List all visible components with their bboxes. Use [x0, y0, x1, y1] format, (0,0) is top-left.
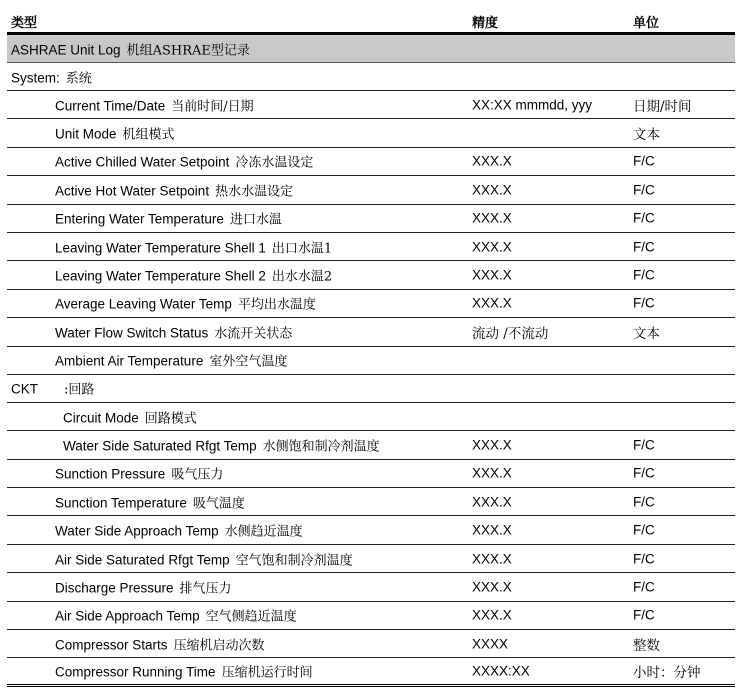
table-row — [7, 460, 735, 488]
row-precision: XXX.X — [472, 153, 512, 169]
row-parameter-zh: 冷冻水温设定 — [235, 155, 314, 171]
row-precision: XX:XX mmmdd, yyy — [472, 97, 593, 113]
row-parameter — [55, 237, 332, 256]
banner-zh: 机组ASHRAE型记录 — [126, 43, 250, 58]
row-unit: F/C — [633, 522, 655, 538]
row-precision: XXX.X — [472, 437, 512, 453]
table-row — [7, 290, 735, 318]
table-row — [7, 261, 735, 289]
row-precision: XXX.X — [472, 551, 512, 567]
system-label — [11, 67, 92, 86]
row-parameter — [55, 577, 232, 596]
row-parameter-en: Active Hot Water Setpoint — [55, 183, 210, 199]
table-row — [7, 488, 735, 516]
row-precision: XXX.X — [472, 579, 512, 595]
row-parameter-zh: 出水水温2 — [271, 269, 333, 285]
row-unit: F/C — [633, 210, 655, 226]
row-parameter-en: Water Flow Switch Status — [55, 325, 209, 341]
row-parameter-en: Current Time/Date — [55, 98, 166, 114]
row-precision: XXX.X — [472, 210, 512, 226]
ckt-zh: :回路 — [64, 382, 95, 398]
row-unit: 整数 — [633, 637, 660, 654]
table-row — [7, 602, 735, 630]
row-parameter — [55, 152, 313, 171]
table-row — [7, 91, 735, 119]
row-parameter-zh: 排气压力 — [179, 581, 232, 597]
header-unit: 单位 — [633, 15, 660, 30]
header-precision: 精度 — [472, 15, 499, 30]
row-unit: F/C — [633, 239, 655, 255]
table-row — [7, 347, 735, 375]
row-precision: XXX.X — [472, 239, 512, 255]
row-parameter-en: Compressor Running Time — [55, 664, 216, 680]
row-unit: F/C — [633, 607, 655, 623]
row-parameter-en: Sunction Pressure — [55, 466, 166, 482]
section-system — [7, 63, 735, 91]
row-parameter — [55, 606, 297, 625]
table-row — [7, 148, 735, 176]
row-parameter-zh: 室外空气温度 — [209, 354, 288, 370]
row-precision: XXX.X — [472, 295, 512, 311]
row-parameter — [55, 662, 313, 681]
row-parameter-en: Entering Water Temperature — [55, 211, 224, 227]
row-parameter-zh: 压缩机运行时间 — [221, 665, 313, 681]
row-parameter — [55, 351, 287, 370]
row-parameter-en: Discharge Pressure — [55, 580, 174, 596]
table-row — [7, 573, 735, 601]
row-parameter-en: Circuit Mode — [63, 410, 139, 426]
row-parameter — [55, 124, 175, 143]
row-parameter-zh: 当前时间/日期 — [171, 99, 254, 115]
system-zh: 系统 — [65, 71, 92, 86]
row-parameter-zh: 回路模式 — [144, 411, 197, 427]
table-header — [7, 7, 735, 35]
row-parameter-en: Water Side Approach Temp — [55, 523, 219, 539]
table-row — [7, 119, 735, 147]
row-parameter-zh: 平均出水温度 — [237, 297, 316, 313]
row-parameter-en: Leaving Water Temperature Shell 1 — [55, 240, 266, 256]
row-parameter-en: Compressor Starts — [55, 637, 168, 653]
ckt-rows-b — [7, 460, 735, 688]
row-parameter-zh: 机组模式 — [122, 127, 175, 143]
row-parameter — [63, 407, 197, 426]
section-banner-ashrae — [7, 35, 735, 63]
row-precision: XXXX:XX — [472, 663, 530, 679]
row-parameter-zh: 出口水温1 — [271, 241, 333, 257]
row-parameter — [55, 322, 292, 341]
row-precision: 流动 /不流动 — [472, 325, 549, 342]
row-parameter — [55, 266, 332, 285]
row-parameter-zh: 空气饱和制冷剂温度 — [235, 553, 353, 569]
row-parameter-zh: 水侧饱和制冷剂温度 — [262, 439, 380, 455]
row-parameter — [55, 209, 282, 228]
row-parameter-zh: 压缩机启动次数 — [173, 638, 265, 654]
table-row — [7, 205, 735, 233]
system-en: System: — [11, 70, 60, 85]
header-type: 类型 — [11, 15, 38, 30]
table-row — [7, 431, 735, 459]
ckt-rows-a — [7, 403, 735, 460]
row-parameter-en: Unit Mode — [55, 126, 117, 142]
banner-en: ASHRAE Unit Log — [11, 42, 121, 57]
row-parameter — [55, 634, 265, 653]
row-parameter-zh: 吸气压力 — [171, 467, 224, 483]
row-parameter-en: Air Side Approach Temp — [55, 608, 200, 624]
row-parameter-zh: 热水水温设定 — [215, 184, 294, 200]
table-row — [7, 403, 735, 431]
system-rows — [7, 91, 735, 375]
row-parameter-en: Ambient Air Temperature — [55, 353, 204, 369]
table-row — [7, 318, 735, 346]
table-row — [7, 176, 735, 204]
ckt-label — [11, 379, 94, 398]
row-unit: F/C — [633, 465, 655, 481]
row-precision: XXX.X — [472, 182, 512, 198]
row-parameter-zh: 水流开关状态 — [214, 326, 293, 342]
row-unit: 文本 — [633, 127, 660, 144]
row-unit: F/C — [633, 551, 655, 567]
table-row — [7, 658, 735, 687]
row-unit: F/C — [633, 437, 655, 453]
table-row — [7, 630, 735, 658]
row-unit: F/C — [633, 267, 655, 283]
row-parameter-en: Active Chilled Water Setpoint — [55, 154, 230, 170]
row-unit: F/C — [633, 295, 655, 311]
row-precision: XXXX — [472, 636, 509, 652]
row-parameter-zh: 吸气温度 — [192, 496, 245, 512]
row-unit: F/C — [633, 182, 655, 198]
row-parameter-zh: 空气侧趋近温度 — [205, 609, 297, 625]
section-ckt — [7, 375, 735, 403]
banner-label — [11, 39, 250, 58]
row-parameter — [55, 294, 316, 313]
row-parameter — [63, 435, 380, 454]
table-row — [7, 233, 735, 261]
row-parameter — [55, 521, 303, 540]
table-row — [7, 545, 735, 573]
row-unit: 文本 — [633, 325, 660, 342]
row-parameter — [55, 492, 245, 511]
row-parameter — [55, 464, 223, 483]
table-row — [7, 516, 735, 544]
row-parameter — [55, 549, 353, 568]
row-parameter-zh: 水侧趋近温度 — [224, 524, 303, 540]
row-unit: F/C — [633, 153, 655, 169]
row-precision: XXX.X — [472, 607, 512, 623]
row-unit: 日期/时间 — [633, 98, 692, 115]
row-precision: XXX.X — [472, 465, 512, 481]
row-parameter-en: Leaving Water Temperature Shell 2 — [55, 268, 266, 284]
row-parameter-en: Air Side Saturated Rfgt Temp — [55, 552, 230, 568]
row-parameter-en: Average Leaving Water Temp — [55, 296, 232, 312]
row-precision: XXX.X — [472, 522, 512, 538]
row-precision: XXX.X — [472, 267, 512, 283]
row-parameter-en: Water Side Saturated Rfgt Temp — [63, 438, 257, 454]
row-parameter — [55, 95, 254, 114]
ckt-en: CKT — [11, 381, 38, 397]
row-precision: XXX.X — [472, 494, 512, 510]
log-table — [7, 7, 735, 687]
row-unit: 小时：分钟 — [633, 665, 701, 682]
row-parameter-en: Sunction Temperature — [55, 495, 187, 511]
row-parameter — [55, 180, 293, 199]
row-parameter-zh: 进口水温 — [229, 212, 282, 228]
row-unit: F/C — [633, 494, 655, 510]
row-unit: F/C — [633, 579, 655, 595]
